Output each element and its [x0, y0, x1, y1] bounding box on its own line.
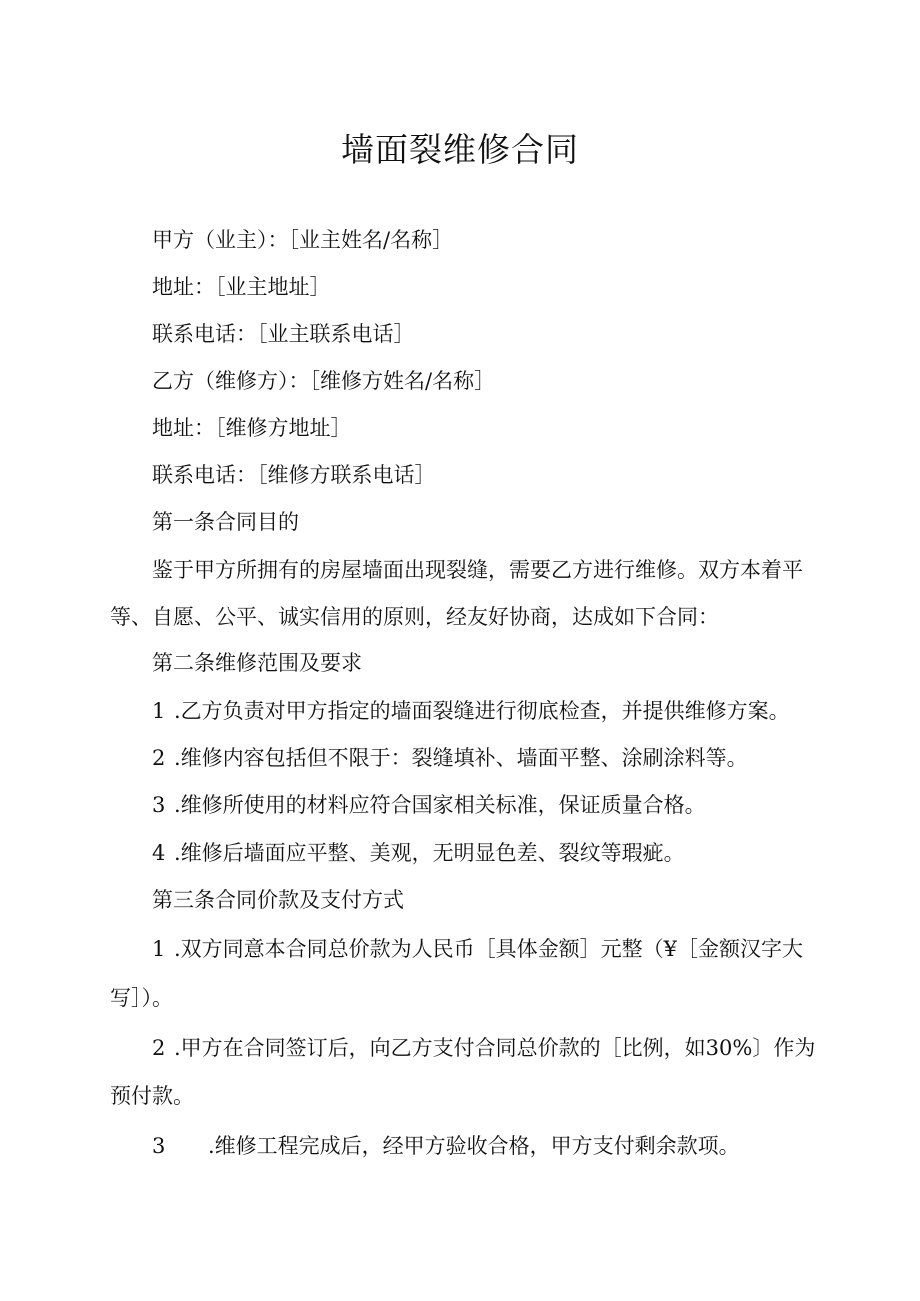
item-number: 3	[152, 1134, 166, 1158]
party-b-line: 乙方（维修方）：［维修方姓名/名称］	[152, 369, 496, 393]
party-a-address: 地址：［业主地址］	[152, 275, 331, 299]
party-b-address: 地址：［维修方地址］	[152, 416, 352, 440]
item-number: 3	[152, 793, 166, 817]
article3-item-line1	[152, 1131, 740, 1161]
article2-item	[152, 696, 790, 726]
item-number: 2	[152, 1036, 166, 1060]
article2-item	[152, 743, 748, 773]
article2-item	[152, 790, 706, 820]
article2-item	[152, 838, 685, 868]
item-text: .维修工程完成后，经甲方验收合格，甲方支付剩余款项。	[208, 1134, 740, 1158]
item-text: .维修内容包括但不限于：裂缝填补、墙面平整、涂刷涂料等。	[174, 746, 748, 770]
article1-heading: 第一条合同目的	[152, 510, 299, 534]
article1-paragraph-line1: 鉴于甲方所拥有的房屋墙面出现裂缝，需要乙方进行维修。双方本着平	[152, 558, 803, 582]
item-text: .甲方在合同签订后，向乙方支付合同总价款的［比例，如30%〕作为	[174, 1036, 816, 1060]
item-number: 1	[152, 937, 166, 961]
article3-item-line1	[152, 1033, 815, 1063]
article3-item-line2: 预付款。	[110, 1084, 194, 1108]
item-number: 2	[152, 746, 166, 770]
item-text: .双方同意本合同总价款为人民币［具体金额］元整（¥［金额汉字大	[174, 937, 804, 961]
item-text: .乙方负责对甲方指定的墙面裂缝进行彻底检查，并提供维修方案。	[174, 699, 790, 723]
item-number: 4	[152, 841, 166, 865]
article1-paragraph-line2: 等、自愿、公平、诚实信用的原则，经友好协商，达成如下合同：	[110, 605, 719, 629]
party-a-line: 甲方（业主）：［业主姓名/名称］	[152, 228, 454, 252]
article3-heading: 第三条合同价款及支付方式	[152, 888, 404, 912]
party-a-phone: 联系电话：［业主联系电话］	[152, 322, 415, 346]
item-text: .维修所使用的材料应符合国家相关标准，保证质量合格。	[174, 793, 706, 817]
article3-item-line1	[152, 934, 803, 964]
document-title: 墙面裂维修合同	[341, 130, 579, 169]
article3-item-line2: 写］）。	[110, 986, 173, 1010]
article2-heading: 第二条维修范围及要求	[152, 651, 362, 675]
item-number: 1	[152, 699, 166, 723]
item-text: .维修后墙面应平整、美观，无明显色差、裂纹等瑕疵。	[174, 841, 685, 865]
party-b-phone: 联系电话：［维修方联系电话］	[152, 463, 436, 487]
